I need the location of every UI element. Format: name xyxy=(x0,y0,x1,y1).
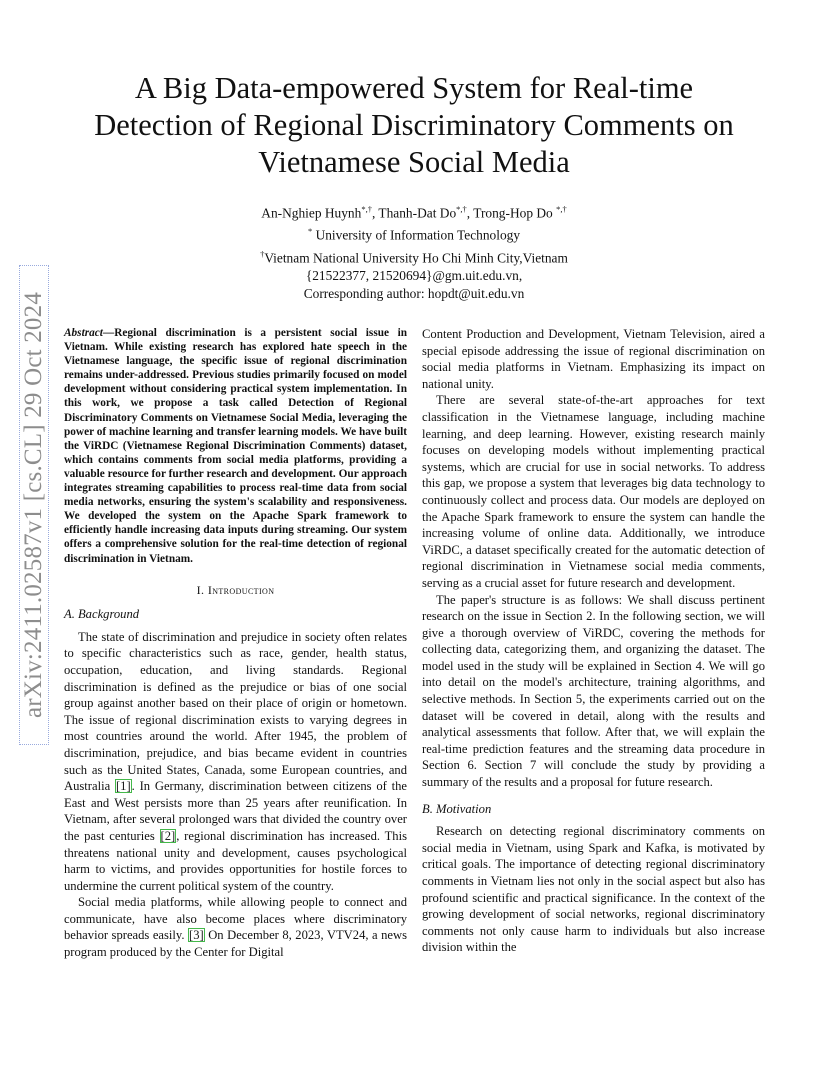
author-name: An-Nghiep Huynh xyxy=(261,205,362,221)
author-mark: *,† xyxy=(361,204,372,214)
subsection-heading: A. Background xyxy=(64,607,140,622)
author-names: An-Nghiep Huynh*,†, Thanh-Dat Do*,†, Trong-Hop Do *,† xyxy=(261,204,567,221)
title-line: A Big Data-empowered System for Real-time xyxy=(134,71,694,105)
section-number: I. xyxy=(196,582,205,597)
paragraph: There are several state-of-the-art approaches for text classification in the Vietnamese language, including machine learning, and deep learning. However, existing research mainly focuses on developing models without implementing practical systems, which are crucial for use in social networks. To address this gap, we propose a system that leverages big data technology to continuously collect and process data. Our models are deployed on the Apache Spark framework to ensure the system can handle the increasing volume of online data. Additionally, we introduce ViRDC, a dataset specifically created for the automatic detection of regional discrimination in Vietnamese social media comments, serving as a crucial asset for future research and development. xyxy=(422,393,765,590)
affiliation xyxy=(100,222,728,244)
section-heading xyxy=(64,582,407,599)
affiliation-text: University of Information Technology xyxy=(315,227,521,243)
paragraph xyxy=(64,629,407,895)
paragraph: Content Production and Development, Vietnam Television, aired a special episode addressing the issue of regional discrimination on social media platforms in Vietnam. Emphasizing its impact on national unity. xyxy=(422,327,765,391)
arxiv-stamp xyxy=(19,265,49,745)
abstract-dash: — xyxy=(102,327,115,339)
right-column xyxy=(422,326,765,956)
paragraph-text: On December 8, 2023, VTV24, a news program produced by the Center for Digital xyxy=(64,928,407,960)
author-mark: *,† xyxy=(556,204,567,214)
citation-link[interactable]: [3] xyxy=(189,928,204,943)
paragraph-text: . In Germany, discrimination between citizens of the East and West persists more than 25 years after reunification. In Vietnam, after several prolonged wars that divided the country over the past centuries xyxy=(64,779,407,843)
title-line: Vietnamese Social Media xyxy=(258,145,570,179)
author-emails: {21522377, 21520694}@gm.uit.edu.vn, xyxy=(305,268,523,284)
paragraph: The paper's structure is as follows: We shall discuss pertinent research on the issue in Section 2. In the following section, we will give a thorough overview of ViRDC, covering the methods for collecting data, categorizing them, and organizing the dataset. The model used in the study will be explained in Section 4. We will go into detail on the model's architecture, training algorithms, and selective methods. In Section 5, the experiments carried out on the dataset will be covered in detail, along with the results and analytical assessments that follow. After that, we will explain the real-time prediction features and the streaming data procedure in Section 6. Section 7 will conclude the study by providing a summary of the results and a proposal for future research. xyxy=(422,592,765,790)
author-name: Trong-Hop Do xyxy=(473,205,553,221)
arxiv-identifier: arXiv:2411.02587v1 [cs.CL] 29 Oct 2024 xyxy=(20,291,47,719)
section-title: Introduction xyxy=(207,582,275,597)
paragraph xyxy=(64,894,407,960)
citation-link[interactable]: [1] xyxy=(115,779,131,794)
author-mark: *,† xyxy=(456,204,467,214)
paper-title xyxy=(40,70,788,181)
abstract-text: Regional discrimination is a persistent social issue in Vietnam. While existing research has explored hate speech in the Vietnamese language, the specific issue of regional discrimination remains under-addressed. Previous studies primarily focused on model development without considering practical system implementation. In this work, we propose a task called Detection of Regional Discriminatory Comments on Vietnamese Social Media, leveraging the power of machine learning and transfer learning models. We have built the ViRDC (Vietnamese Regional Discrimination Comments) dataset, which contains comments from social media platforms, providing a valuable resource for further research and development. Our approach integrates streaming capabilities to process real-time data from social media networks, ensuring the system's scalability and responsiveness. We developed the system on the Apache Spark framework to efficiently handle increasing data inputs during streaming. Our system offers a comprehensive solution for the real-time detection of regional discrimination in Vietnam. xyxy=(64,327,407,565)
paragraph-text: The state of discrimination and prejudice in society often relates to specific characteristics such as race, gender, health status, occupation, education, and living standards. Regional discrimination is defined as the prejudice or bias of one social group against another based on their place of origin or hometown. The issue of regional discrimination exists to varying degrees in most countries around the world. After 1945, the problem of discrimination, prejudice, and bias became evident in countries such as the United States, Canada, some European countries, and Australia xyxy=(64,629,407,794)
citation-link[interactable]: [2] xyxy=(160,828,176,843)
corresponding-author: Corresponding author: hopdt@uit.edu.vn xyxy=(303,286,525,302)
paragraph-text: Social media platforms, while allowing people to connect and communicate, have also become places where discriminatory behavior spreads easily. xyxy=(64,895,407,943)
subsection-heading: B. Motivation xyxy=(422,801,492,816)
affiliation-text: Vietnam National University Ho Chi Minh City,Vietnam xyxy=(264,250,568,266)
affiliation-mark: * xyxy=(307,226,313,237)
paragraph-text: , regional discrimination has increased. This threatens national unity and development, causes psychological harm to victims, and provides opportunities for hostile forces to undermine the current political system of the country. xyxy=(64,828,407,893)
affiliation-mark: † xyxy=(260,248,265,259)
affiliation xyxy=(100,245,728,267)
title-line: Detection of Regional Discriminatory Comments on xyxy=(94,108,734,142)
paragraph: Research on detecting regional discriminatory comments on social media in Vietnam, using Spark and Kafka, is motivated by critical goals. The importance of detecting regional discriminatory comments in Vietnam lies not only in the social aspect but also has profound scientific and practical significance. In the context of the growing development of social networks, regional discriminatory comments not only cause harm to individuals but also increase division within the xyxy=(422,824,765,955)
abstract-label: Abstract xyxy=(64,327,103,339)
author-name: Thanh-Dat Do xyxy=(378,205,457,221)
abstract xyxy=(64,326,407,566)
author-block xyxy=(100,200,728,303)
left-column xyxy=(64,326,407,961)
